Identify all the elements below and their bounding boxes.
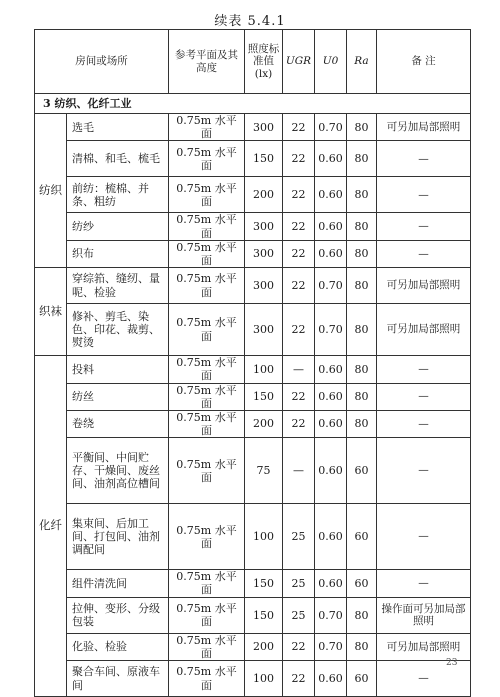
table-row <box>35 504 471 570</box>
room-cell: 集束间、后加工间、打包间、油剂调配间 <box>67 504 169 570</box>
ugr-cell: 22 <box>283 141 315 177</box>
u0-cell: 0.60 <box>315 410 347 437</box>
room-cell: 纺丝 <box>67 383 169 410</box>
section-title: 3 纺织、化纤工业 <box>35 94 471 114</box>
ugr-cell: — <box>283 438 315 504</box>
note-cell: — <box>377 504 471 570</box>
ra-cell: 80 <box>347 597 377 633</box>
table-row <box>35 141 471 177</box>
header-u0: U0 <box>315 30 347 94</box>
table-row <box>35 304 471 356</box>
ugr-cell: 22 <box>283 633 315 660</box>
category-cell: 纺织 <box>35 114 67 268</box>
u0-cell: 0.60 <box>315 356 347 383</box>
room-cell: 卷绕 <box>67 410 169 437</box>
lux-cell: 100 <box>245 661 283 697</box>
ra-cell: 80 <box>347 177 377 213</box>
u0-cell: 0.60 <box>315 383 347 410</box>
ugr-cell: 22 <box>283 114 315 141</box>
lux-cell: 200 <box>245 177 283 213</box>
table-row <box>35 213 471 240</box>
table-row <box>35 438 471 504</box>
table-row <box>35 114 471 141</box>
ugr-cell: — <box>283 356 315 383</box>
room-cell: 化验、检验 <box>67 633 169 660</box>
room-cell: 平衡间、中间贮存、干燥间、废丝间、油剂高位槽间 <box>67 438 169 504</box>
ugr-cell: 22 <box>283 268 315 304</box>
header-plane: 参考平面及其高度 <box>169 30 245 94</box>
note-cell: — <box>377 410 471 437</box>
table-row <box>35 383 471 410</box>
room-cell: 组件清洗间 <box>67 570 169 597</box>
plane-cell: 0.75m 水平面 <box>169 268 245 304</box>
ra-cell: 80 <box>347 240 377 267</box>
lux-cell: 150 <box>245 570 283 597</box>
plane-cell: 0.75m 水平面 <box>169 213 245 240</box>
plane-cell: 0.75m 水平面 <box>169 304 245 356</box>
room-cell: 穿综筘、缝纫、量呢、检验 <box>67 268 169 304</box>
plane-cell: 0.75m 水平面 <box>169 661 245 697</box>
ugr-cell: 22 <box>283 410 315 437</box>
ra-cell: 80 <box>347 410 377 437</box>
ra-cell: 80 <box>347 383 377 410</box>
ra-cell: 80 <box>347 114 377 141</box>
page-number: 23 <box>446 658 458 668</box>
plane-cell: 0.75m 水平面 <box>169 504 245 570</box>
ugr-cell: 22 <box>283 177 315 213</box>
table-row <box>35 633 471 660</box>
table-row <box>35 240 471 267</box>
ugr-cell: 22 <box>283 240 315 267</box>
table-row <box>35 570 471 597</box>
ra-cell: 80 <box>347 356 377 383</box>
table-row <box>35 410 471 437</box>
lux-cell: 300 <box>245 268 283 304</box>
lux-cell: 300 <box>245 304 283 356</box>
note-cell: 可另加局部照明 <box>377 114 471 141</box>
room-cell: 清棉、和毛、梳毛 <box>67 141 169 177</box>
ra-cell: 80 <box>347 304 377 356</box>
note-cell: 可另加局部照明 <box>377 633 471 660</box>
ra-cell: 60 <box>347 570 377 597</box>
category-cell: 织袜 <box>35 268 67 356</box>
lux-cell: 100 <box>245 356 283 383</box>
note-cell: — <box>377 213 471 240</box>
table-row <box>35 356 471 383</box>
u0-cell: 0.70 <box>315 268 347 304</box>
header-ra: Ra <box>347 30 377 94</box>
room-cell: 修补、剪毛、染色、印花、裁剪、熨烫 <box>67 304 169 356</box>
ra-cell: 80 <box>347 633 377 660</box>
plane-cell: 0.75m 水平面 <box>169 438 245 504</box>
u0-cell: 0.60 <box>315 504 347 570</box>
u0-cell: 0.70 <box>315 633 347 660</box>
header-row <box>35 30 471 94</box>
lux-cell: 150 <box>245 141 283 177</box>
note-cell: 操作面可另加局部照明 <box>377 597 471 633</box>
u0-cell: 0.60 <box>315 141 347 177</box>
ugr-cell: 25 <box>283 597 315 633</box>
header-ugr: UGR <box>283 30 315 94</box>
plane-cell: 0.75m 水平面 <box>169 141 245 177</box>
plane-cell: 0.75m 水平面 <box>169 383 245 410</box>
note-cell: — <box>377 661 471 697</box>
u0-cell: 0.70 <box>315 597 347 633</box>
u0-cell: 0.60 <box>315 661 347 697</box>
ugr-cell: 22 <box>283 304 315 356</box>
lux-cell: 75 <box>245 438 283 504</box>
lux-cell: 200 <box>245 410 283 437</box>
category-cell: 化纤 <box>35 356 67 697</box>
table-row <box>35 661 471 697</box>
room-cell: 织布 <box>67 240 169 267</box>
note-cell: 可另加局部照明 <box>377 268 471 304</box>
ugr-cell: 22 <box>283 213 315 240</box>
room-cell: 拉伸、变形、分级包装 <box>67 597 169 633</box>
room-cell: 投料 <box>67 356 169 383</box>
plane-cell: 0.75m 水平面 <box>169 177 245 213</box>
lux-cell: 150 <box>245 597 283 633</box>
lighting-standards-table <box>34 29 471 697</box>
ugr-cell: 22 <box>283 383 315 410</box>
plane-cell: 0.75m 水平面 <box>169 240 245 267</box>
lux-cell: 150 <box>245 383 283 410</box>
header-note: 备 注 <box>377 30 471 94</box>
note-cell: — <box>377 438 471 504</box>
ra-cell: 60 <box>347 504 377 570</box>
u0-cell: 0.60 <box>315 570 347 597</box>
note-cell: — <box>377 383 471 410</box>
u0-cell: 0.60 <box>315 240 347 267</box>
ugr-cell: 25 <box>283 570 315 597</box>
u0-cell: 0.70 <box>315 114 347 141</box>
plane-cell: 0.75m 水平面 <box>169 356 245 383</box>
u0-cell: 0.70 <box>315 304 347 356</box>
note-cell: 可另加局部照明 <box>377 304 471 356</box>
header-lux: 照度标准值(lx) <box>245 30 283 94</box>
u0-cell: 0.60 <box>315 213 347 240</box>
ra-cell: 60 <box>347 438 377 504</box>
table-row <box>35 597 471 633</box>
lux-cell: 300 <box>245 240 283 267</box>
plane-cell: 0.75m 水平面 <box>169 633 245 660</box>
ra-cell: 80 <box>347 141 377 177</box>
u0-cell: 0.60 <box>315 438 347 504</box>
room-cell: 选毛 <box>67 114 169 141</box>
section-row <box>35 94 471 114</box>
plane-cell: 0.75m 水平面 <box>169 410 245 437</box>
note-cell: — <box>377 240 471 267</box>
note-cell: — <box>377 141 471 177</box>
lux-cell: 300 <box>245 213 283 240</box>
room-cell: 纺纱 <box>67 213 169 240</box>
lux-cell: 100 <box>245 504 283 570</box>
ugr-cell: 25 <box>283 504 315 570</box>
u0-cell: 0.60 <box>315 177 347 213</box>
room-cell: 聚合车间、原液车间 <box>67 661 169 697</box>
plane-cell: 0.75m 水平面 <box>169 570 245 597</box>
plane-cell: 0.75m 水平面 <box>169 597 245 633</box>
note-cell: — <box>377 356 471 383</box>
note-cell: — <box>377 570 471 597</box>
lux-cell: 200 <box>245 633 283 660</box>
lux-cell: 300 <box>245 114 283 141</box>
table-caption: 续表 5.4.1 <box>214 14 286 29</box>
note-cell: — <box>377 177 471 213</box>
table-row <box>35 177 471 213</box>
table-row <box>35 268 471 304</box>
ugr-cell: 22 <box>283 661 315 697</box>
plane-cell: 0.75m 水平面 <box>169 114 245 141</box>
ra-cell: 80 <box>347 268 377 304</box>
room-cell: 前纺：梳棉、并条、粗纺 <box>67 177 169 213</box>
ra-cell: 60 <box>347 661 377 697</box>
ra-cell: 80 <box>347 213 377 240</box>
header-room: 房间或场所 <box>35 30 169 94</box>
